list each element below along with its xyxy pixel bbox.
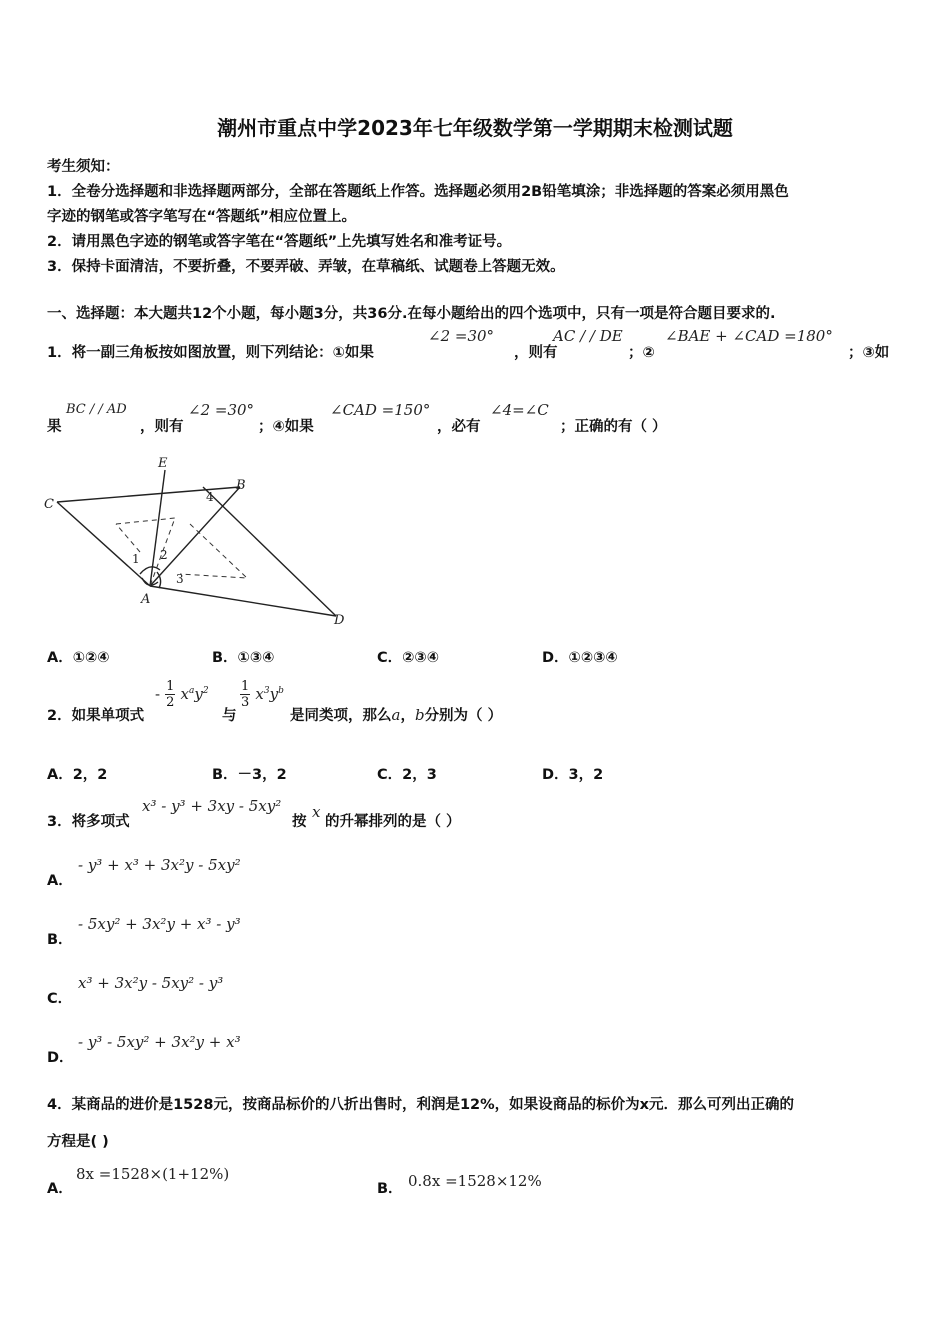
label-1: 1 (132, 552, 140, 566)
q1-text: ，则有 (514, 345, 558, 361)
q3-option-c-label: C． (47, 991, 73, 1007)
q1-text: ；正确的有（ ） (560, 419, 667, 435)
label-C: C (44, 497, 54, 512)
q3-option-b-expr: - 5xy² + 3x²y + x³ - y³ (78, 915, 241, 933)
q3-text: 3．将多项式 (47, 814, 130, 830)
label-3: 3 (176, 572, 184, 586)
q1-text: ；② (628, 345, 655, 361)
q1-math: ∠CAD =150° (330, 401, 431, 419)
q3-text: 的升幂排列的是（ ） (325, 814, 461, 830)
q1-option-b: B．①③④ (212, 650, 275, 666)
label-A: A (141, 592, 151, 607)
q1-text: 1．将一副三角板按如图放置，则下列结论：①如果 (47, 345, 374, 361)
line-CA (57, 502, 150, 586)
dashed-triangle-2 (180, 524, 247, 578)
q1-text: ，则有 (140, 419, 184, 435)
q1-math: ∠2 =30° (188, 401, 255, 419)
q3-option-a-label: A． (47, 873, 73, 889)
q3-option-b-label: B． (47, 932, 73, 948)
line-AD (150, 586, 336, 616)
q1-text: ；③如 (848, 345, 890, 361)
q4-option-a-expr: 8x =1528×(1+12%) (76, 1165, 230, 1183)
q2-option-d: D．3，2 (542, 767, 604, 783)
notice-item: 字迹的钢笔或答字笔写在“答题纸”相应位置上。 (47, 209, 357, 225)
q2-option-b: B．－3，2 (212, 767, 287, 783)
q3-option-d-label: D． (47, 1050, 74, 1066)
q3-option-a-expr: - y³ + x³ + 3x²y - 5xy² (78, 856, 241, 874)
q2-term-1: - $\frac{1}{2}$ $x^ay^2$ (155, 679, 209, 710)
notice-heading: 考生须知： (47, 159, 120, 175)
label-B: B (236, 478, 246, 493)
q2-text: 与 (222, 708, 237, 724)
q4-option-b-label: B． (377, 1181, 403, 1197)
q1-option-a: A．①②④ (47, 650, 110, 666)
q2-text: 2．如果单项式 (47, 708, 145, 724)
q3-var: x (312, 803, 321, 821)
notice-item: 2．请用黑色字迹的钢笔或答字笔在“答题纸”上先填写姓名和准考证号。 (47, 234, 512, 250)
q1-option-d: D．①②③④ (542, 650, 618, 666)
q1-math: ∠4=∠C (490, 401, 549, 419)
triangle-figure (40, 452, 360, 630)
q1-math: ∠BAE + ∠CAD =180° (665, 327, 833, 345)
q4-option-b-expr: 0.8x =1528×12% (408, 1172, 542, 1190)
label-2: 2 (160, 548, 168, 562)
label-D: D (334, 613, 345, 628)
q1-text: ，必有 (437, 419, 481, 435)
q3-polynomial: x³ - y³ + 3xy - 5xy² (142, 797, 282, 815)
q2-option-a: A．2，2 (47, 767, 108, 783)
q2-option-c: C．2，3 (377, 767, 437, 783)
q4-text: 方程是( ) (47, 1134, 109, 1150)
q1-text: 果 (47, 419, 62, 435)
q3-text: 按 (292, 814, 307, 830)
line-BA (150, 487, 240, 586)
label-E: E (158, 456, 168, 471)
section-heading: 一、选择题：本大题共12个小题，每小题3分，共36分.在每小题给出的四个选项中，只有一项是符合题目要求的. (47, 306, 776, 322)
q1-math: AC / / DE (553, 327, 623, 345)
q1-math: BC / / AD (66, 402, 127, 417)
q4-option-a-label: A． (47, 1181, 73, 1197)
q1-text: ；④如果 (258, 419, 314, 435)
label-4: 4 (206, 490, 214, 504)
dashed-line (116, 524, 140, 552)
q1-option-c: C．②③④ (377, 650, 439, 666)
q4-text: 4．某商品的进价是1528元，按商品标价的八折出售时，利润是12%，如果设商品的标价为x元．那么可列出正确的 (47, 1097, 795, 1113)
q3-option-d-expr: - y³ - 5xy² + 3x²y + x³ (78, 1033, 241, 1051)
q1-math: ∠2 =30° (428, 327, 495, 345)
notice-item: 3．保持卡面清洁，不要折叠，不要弄破、弄皱，在草稿纸、试题卷上答题无效。 (47, 259, 565, 275)
page-title: 潮州市重点中学2023年七年级数学第一学期期末检测试题 (217, 116, 733, 140)
line-ED (203, 487, 336, 616)
q2-text: 是同类项，那么a，b分别为（ ） (290, 706, 503, 724)
q2-term-2: $\frac{1}{3}$ $x^3y^b$ (241, 679, 284, 710)
notice-item: 1．全卷分选择题和非选择题两部分，全部在答题纸上作答。选择题必须用2B铅笔填涂；非选择题的答案必须用黑色 (47, 184, 789, 200)
q3-option-c-expr: x³ + 3x²y - 5xy² - y³ (78, 974, 224, 992)
